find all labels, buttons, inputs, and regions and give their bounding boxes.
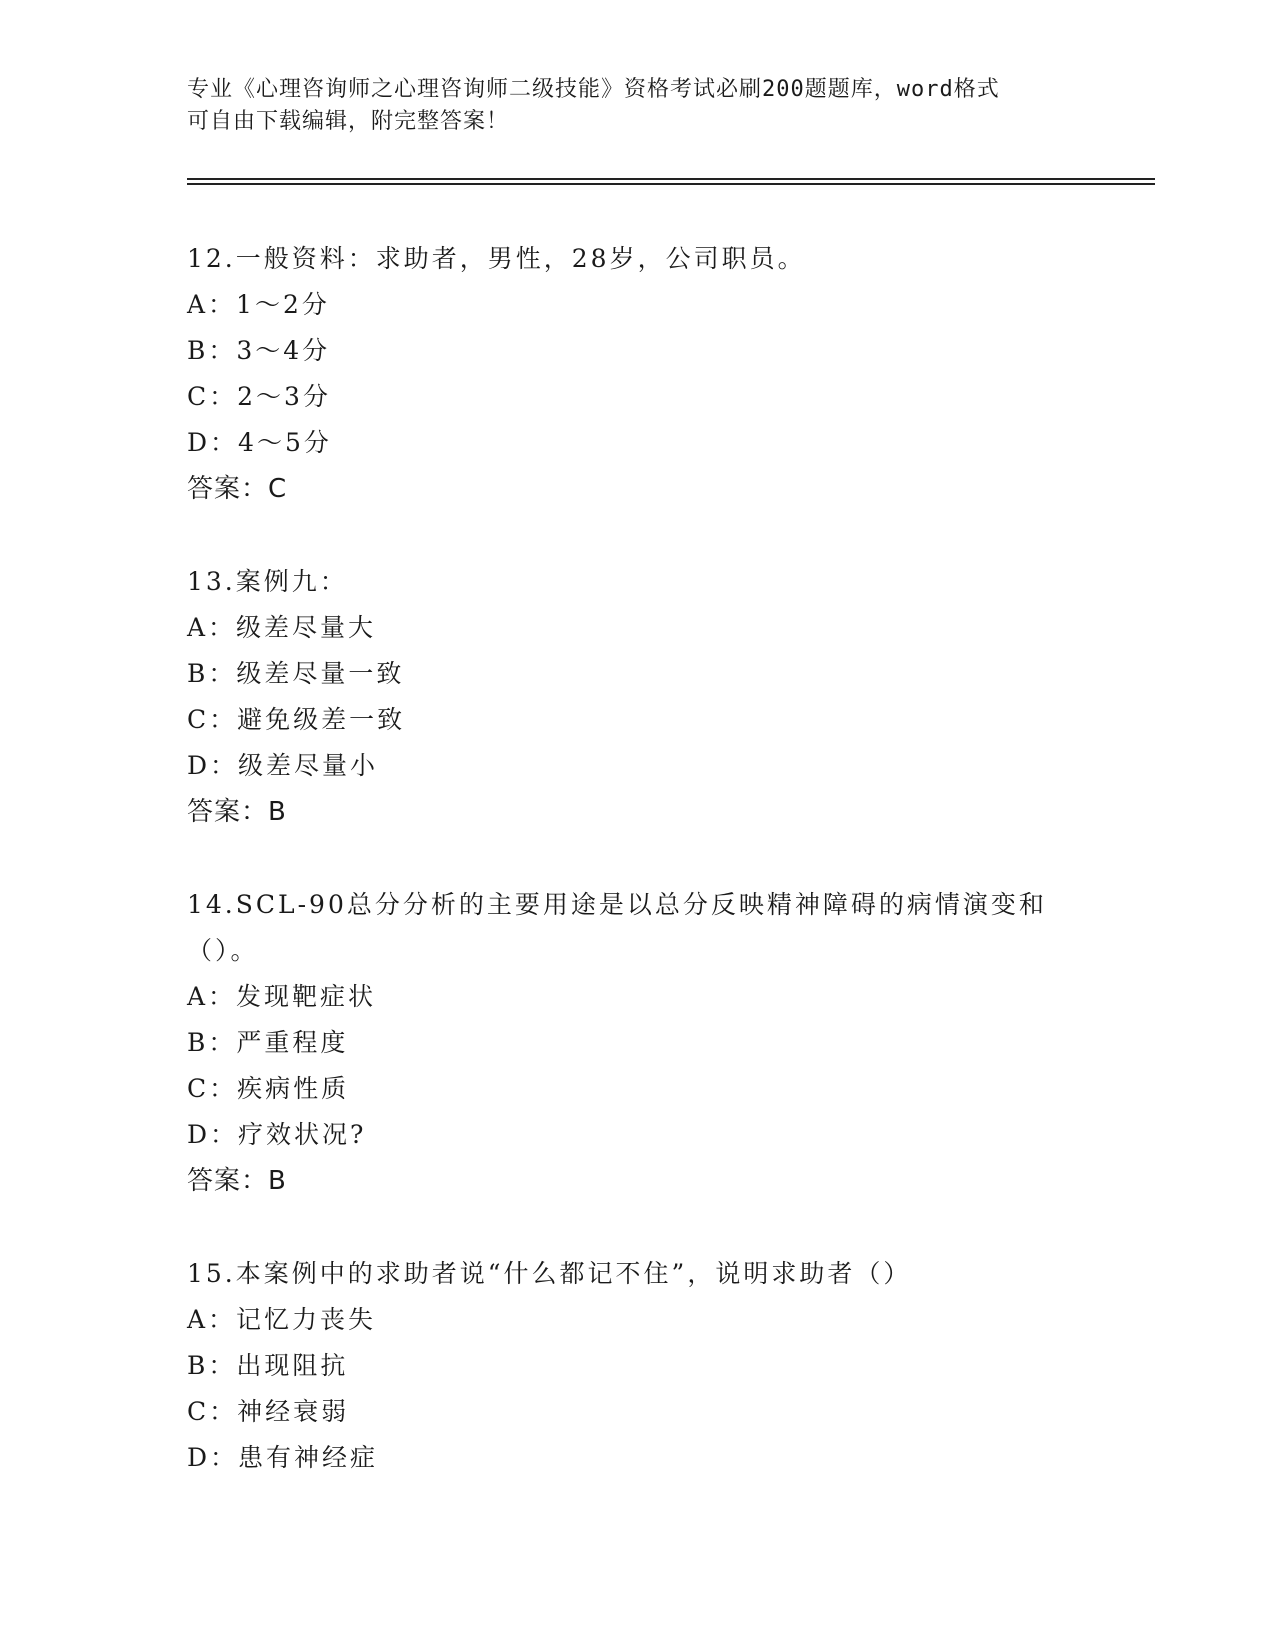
question-15	[187, 1251, 1087, 1481]
option-b: B：严重程度	[187, 1028, 349, 1057]
option-c: C：疾病性质	[187, 1074, 350, 1103]
question-12	[187, 236, 1087, 512]
option-b: B：3～4分	[187, 336, 331, 365]
question-list	[187, 236, 1087, 1528]
answer-line: 答案：B	[187, 797, 287, 827]
question-14	[187, 882, 1087, 1204]
option-c: C：2～3分	[187, 382, 331, 411]
option-a: A：记忆力丧失	[187, 1305, 377, 1334]
option-d: D：患有神经症	[187, 1443, 379, 1472]
option-a: A：级差尽量大	[187, 613, 377, 642]
answer-line: 答案：C	[187, 474, 288, 504]
question-stem: 12.一般资料：求助者，男性，28岁，公司职员。	[187, 244, 806, 273]
option-b: B：级差尽量一致	[187, 659, 405, 688]
document-header	[187, 74, 1087, 138]
question-stem: 15.本案例中的求助者说“什么都记不住”，说明求助者（）	[187, 1259, 912, 1288]
header-divider-top	[187, 178, 1155, 180]
option-c: C：神经衰弱	[187, 1397, 350, 1426]
question-stem: 13.案例九：	[187, 567, 348, 596]
question-stem: 14.SCL-90总分分析的主要用途是以总分反映精神障碍的病情演变和（）。	[187, 890, 1047, 965]
option-c: C：避免级差一致	[187, 705, 406, 734]
option-a: A：1～2分	[187, 290, 330, 319]
header-line-2: 可自由下载编辑，附完整答案！	[187, 109, 510, 134]
question-13	[187, 559, 1087, 835]
header-divider-bottom	[187, 183, 1155, 185]
header-line-1: 专业《心理咨询师之心理咨询师二级技能》资格考试必刷200题题库，word格式	[187, 77, 1000, 102]
option-a: A：发现靶症状	[187, 982, 377, 1011]
option-d: D：4～5分	[187, 428, 332, 457]
option-d: D：级差尽量小	[187, 751, 379, 780]
answer-line: 答案：B	[187, 1166, 287, 1196]
option-b: B：出现阻抗	[187, 1351, 349, 1380]
option-d: D：疗效状况?	[187, 1120, 367, 1149]
